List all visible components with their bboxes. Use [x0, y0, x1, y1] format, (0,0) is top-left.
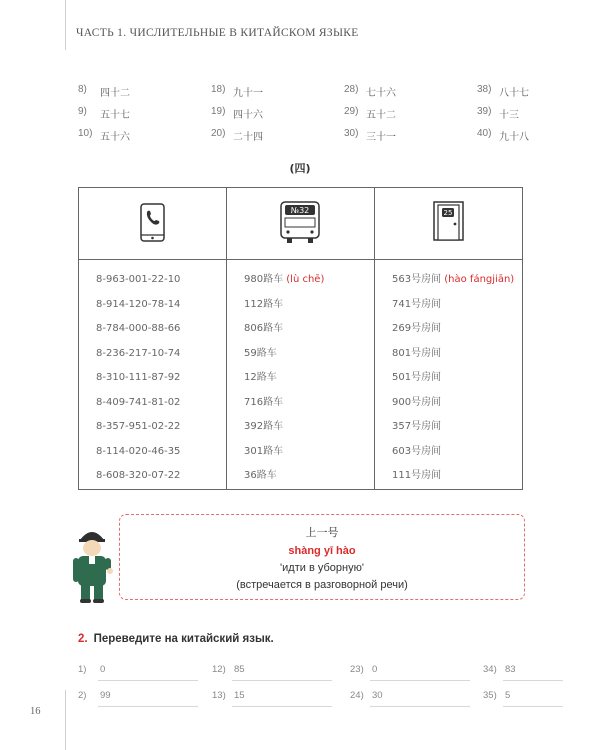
answer-line [98, 680, 198, 681]
number-item [477, 128, 548, 143]
number-hanzi: 三十一 [366, 131, 396, 143]
bus-header-cell [227, 188, 375, 260]
pinyin-gloss: (lù chē) [283, 274, 325, 285]
number-index: 29) [344, 105, 359, 117]
number-index: 40) [477, 127, 492, 139]
number-index: 9) [78, 105, 87, 117]
number-hanzi: 九十一 [233, 87, 263, 99]
room-number: 900号房间 [392, 396, 442, 408]
number-item [344, 106, 477, 121]
number-index: 28) [344, 83, 359, 95]
number-index: 18) [211, 83, 226, 95]
number-hanzi: 二十四 [233, 131, 263, 143]
answer-item [212, 690, 245, 701]
answer-number: 99 [100, 690, 111, 701]
answer-index: 12) [212, 664, 226, 675]
number-item [344, 84, 477, 99]
margin-rule-top [65, 0, 66, 50]
room-number: 563号房间 (hào fángjiān) [392, 274, 515, 285]
number-hanzi: 四十六 [233, 109, 263, 121]
answer-index: 24) [350, 690, 364, 701]
number-index: 39) [477, 105, 492, 117]
phone-number: 8-963-001-22-10 [96, 274, 181, 285]
bus-route: 12路车 [244, 372, 277, 383]
answer-item [483, 690, 510, 701]
answer-number: 30 [372, 690, 383, 701]
answer-index: 23) [350, 664, 364, 675]
phone-number: 8-914-120-78-14 [96, 298, 181, 310]
answer-number: 5 [505, 690, 511, 701]
answer-item [350, 664, 377, 675]
phone-number: 8-784-000-88-66 [96, 323, 181, 334]
bus-route: 301路车 [244, 445, 284, 457]
answer-line [232, 680, 332, 681]
numbers-row [78, 102, 548, 124]
phone-icon [79, 188, 226, 254]
answer-line [98, 706, 198, 707]
room-number: 741号房间 [392, 298, 442, 310]
pinyin-gloss: (hào fángjiān) [441, 274, 515, 285]
note-box [119, 514, 525, 600]
task-text: Переведите на китайский язык. [93, 633, 274, 645]
bus-route: 392路车 [244, 421, 284, 432]
bus-route: 112路车 [244, 298, 284, 310]
door-number: 25 [443, 209, 453, 217]
answer-item [212, 664, 245, 675]
phones-column [79, 260, 227, 490]
bus-route: 716路车 [244, 396, 284, 408]
task-heading [78, 633, 274, 645]
number-item [344, 128, 477, 143]
answer-number: 83 [505, 664, 516, 675]
number-item [211, 84, 344, 99]
bus-route: 806路车 [244, 323, 284, 334]
section-title: (四) [289, 162, 311, 175]
bus-route: 59路车 [244, 347, 277, 359]
answer-line [503, 706, 563, 707]
phone-number: 8-357-951-02-22 [96, 421, 181, 432]
number-hanzi: 五十二 [366, 109, 396, 121]
bus-plate: №32 [290, 206, 310, 215]
bus-icon [227, 188, 374, 254]
answer-index: 2) [78, 690, 87, 701]
answer-line [370, 680, 470, 681]
numbers-row [78, 124, 548, 146]
room-number: 603号房间 [392, 445, 442, 457]
number-item [477, 106, 548, 121]
number-hanzi: 七十六 [366, 87, 396, 99]
answer-item [78, 664, 105, 675]
note-comment: (встречается в разговорной речи) [236, 579, 408, 591]
phone-number: 8-114-020-46-35 [96, 445, 181, 457]
number-index: 20) [211, 127, 226, 139]
answer-item [350, 690, 383, 701]
answer-index: 35) [483, 690, 497, 701]
answer-index: 13) [212, 690, 226, 701]
number-item [78, 106, 211, 121]
number-hanzi: 九十八 [499, 131, 529, 143]
answer-index: 1) [78, 664, 87, 675]
room-number: 269号房间 [392, 323, 442, 334]
number-item [78, 128, 211, 143]
answer-item [78, 690, 111, 701]
number-index: 8) [78, 83, 87, 95]
number-hanzi: 十三 [499, 109, 519, 121]
number-index: 38) [477, 83, 492, 95]
note-pinyin: shàng yī hào [288, 545, 356, 557]
page-header: ЧАСТЬ 1. ЧИСЛИТЕЛЬНЫЕ В КИТАЙСКОМ ЯЗЫКЕ [76, 27, 359, 39]
number-item [211, 106, 344, 121]
number-index: 19) [211, 105, 226, 117]
answers-row [78, 690, 548, 710]
note-hanzi: 上一号 [305, 526, 339, 539]
phone-number: 8-310-111-87-92 [96, 372, 181, 383]
bus-route: 36路车 [244, 470, 277, 481]
room-number: 501号房间 [392, 372, 442, 383]
room-number: 357号房间 [392, 421, 442, 432]
task-number: 2. [78, 633, 88, 645]
margin-rule-bottom [65, 690, 66, 750]
number-item [211, 128, 344, 143]
rooms-column [375, 260, 523, 490]
answer-number: 0 [100, 664, 106, 675]
phone-number: 8-409-741-81-02 [96, 396, 181, 408]
phone-header-cell [79, 188, 227, 260]
answer-number: 85 [234, 664, 245, 675]
phone-number: 8-608-320-07-22 [96, 470, 181, 481]
answers-row [78, 664, 548, 684]
answer-number: 0 [372, 664, 378, 675]
number-item [477, 84, 548, 99]
phone-number: 8-236-217-10-74 [96, 347, 181, 359]
answer-line [503, 680, 563, 681]
buses-column [227, 260, 375, 490]
exercise-table [78, 187, 523, 490]
answer-item [483, 664, 516, 675]
bus-route: 980路车 (lù chē) [244, 274, 325, 285]
number-hanzi: 五十六 [100, 131, 130, 143]
room-number: 111号房间 [392, 470, 442, 481]
numbers-row [78, 80, 548, 102]
room-number: 801号房间 [392, 347, 442, 359]
page-number: 16 [30, 706, 41, 717]
door-icon [375, 188, 522, 254]
note-meaning: 'идти в уборную' [280, 562, 364, 574]
number-hanzi: 八十七 [499, 87, 529, 99]
room-header-cell [375, 188, 523, 260]
number-index: 10) [78, 127, 93, 139]
number-index: 30) [344, 127, 359, 139]
answer-index: 34) [483, 664, 497, 675]
answer-line [370, 706, 470, 707]
number-hanzi: 四十二 [100, 87, 130, 99]
number-hanzi: 五十七 [100, 109, 130, 121]
numbers-grid [78, 80, 548, 146]
answer-line [232, 706, 332, 707]
number-item [78, 84, 211, 99]
answer-number: 15 [234, 690, 245, 701]
student-figure [70, 526, 114, 604]
